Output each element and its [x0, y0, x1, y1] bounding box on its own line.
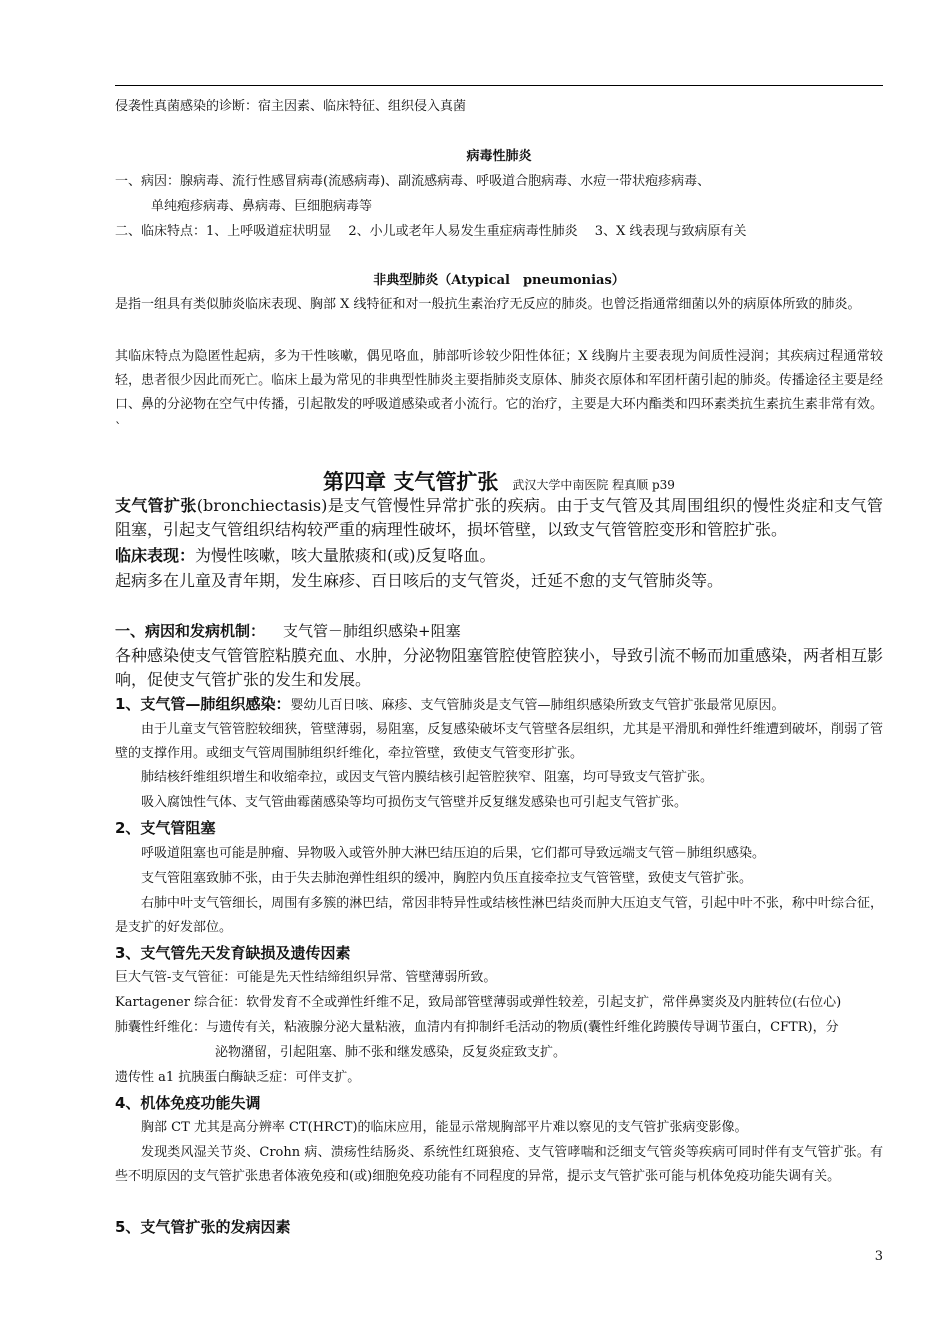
sub-3-para-3: 肺囊性纤维化：与遗传有关，粘液腺分泌大量粘液，血清内有抑制纤毛活动的物质(囊性纤维化跨膜传导调节蛋白，CFTR)，分 [115, 1020, 839, 1035]
page-number: 3 [874, 1249, 883, 1264]
viral-cause-line-cont: 单纯疱疹病毒、鼻病毒、巨细胞病毒等 [151, 199, 373, 214]
sub-2-para-1: 呼吸道阻塞也可能是肿瘤、异物吸入或管外肿大淋巴结压迫的后果，它们都可导致远端支气管－肺组织感染。 [141, 846, 766, 861]
sub-4-para-2: 发现类风湿关节炎、Crohn 病、溃疡性结肠炎、系统性红斑狼疮、支气管哮喘和泛细支气管炎等疾病可同时伴有支气管扩张。有些不明原因的支气管扩张患者体液免疫和(或)细胞免疫功能有不同程度的异常，提示支气管扩张可能与机体免疫功能失调有关。 [115, 1145, 883, 1184]
sub-3-para-4: 遗传性 a1 抗胰蛋白酶缺乏症：可伴支扩。 [115, 1070, 361, 1085]
definition-text: (bronchiectasis)是支气管慢性异常扩张的疾病。由于支气管及其周围组织的慢性炎症和支气管阻塞，引起支气管组织结构较严重的病理性破坏，损坏管壁，以致支气管管腔变形和管腔扩张。 [115, 496, 883, 539]
section-1-heading-tail: 支气管－肺组织感染+阻塞 [283, 622, 461, 640]
sub-4-para-1: 胸部 CT 尤其是高分辨率 CT(HRCT)的临床应用，能显示常规胸部平片难以察见的支气管扩张病变影像。 [141, 1120, 748, 1135]
sub-1-para-3: 吸入腐蚀性气体、支气管曲霉菌感染等均可损伤支气管壁并反复继发感染也可引起支气管扩张。 [141, 795, 688, 810]
clinical-label: 临床表现： [115, 546, 196, 565]
section-1-heading-line [115, 620, 461, 642]
sub-1-heading: 1、支气管—肺组织感染： [115, 695, 291, 713]
sub-3-para-1: 巨大气管-支气管征：可能是先天性结缔组织异常、管壁薄弱所致。 [115, 970, 497, 985]
section-1-heading: 一、病因和发病机制： [115, 622, 266, 640]
atypical-para-1: 是指一组具有类似肺炎临床表现、胸部 X 线特征和对一般抗生素治疗无反应的肺炎。也曾泛指通常细菌以外的病原体所致的肺炎。 [115, 297, 861, 312]
clinical-line [115, 544, 883, 568]
onset-line: 起病多在儿童及青年期，发生麻疹、百日咳后的支气管炎，迁延不愈的支气管肺炎等。 [115, 571, 724, 590]
sub-1-heading-line [115, 692, 883, 718]
sub-2-heading: 2、支气管阻塞 [115, 819, 216, 837]
intro-line: 侵袭性真菌感染的诊断：宿主因素、临床特征、组织侵入真菌 [115, 99, 467, 114]
chapter-definition [115, 494, 883, 542]
atypical-title: 非典型肺炎（Atypical pneumonias） [373, 273, 625, 288]
sub-1-para-2: 肺结核纤维组织增生和收缩牵拉，或因支气管内膜结核引起管腔狭窄、阻塞，均可导致支气管扩张。 [141, 770, 714, 785]
chapter-heading [115, 466, 883, 496]
sub-2-para-2: 支气管阻塞致肺不张，由于失去肺泡弹性组织的缓冲，胸腔内负压直接牵拉支气管管壁，致使支气管扩张。 [141, 871, 753, 886]
viral-features: 二、临床特点：1、上呼吸道症状明显 2、小儿或老年人易发生重症病毒性肺炎 3、X 线表现与致病原有关 [115, 224, 747, 239]
sub-5-heading: 5、支气管扩张的发病因素 [115, 1218, 291, 1236]
sub-2-para-3: 右肺中叶支气管细长，周围有多簇的淋巴结，常因非特异性或结核性淋巴结炎而肿大压迫支气管，引起中叶不张，称中叶综合征，是支扩的好发部位。 [115, 896, 883, 935]
sub-1-lead: 婴幼儿百日咳、麻疹、支气管肺炎是支气管—肺组织感染所致支气管扩张最常见原因。 [290, 698, 785, 713]
header-rule [115, 85, 883, 86]
sub-3-heading: 3、支气管先天发育缺损及遗传因素 [115, 944, 351, 962]
viral-cause-line: 一、病因：腺病毒、流行性感冒病毒(流感病毒)、副流感病毒、呼吸道合胞病毒、水痘一带状疱疹病毒、 [115, 174, 711, 189]
viral-pneumonia-title: 病毒性肺炎 [466, 149, 532, 164]
sub-1-para-1: 由于儿童支气管管腔较细狭，管壁薄弱，易阻塞，反复感染破坏支气管壁各层组织，尤其是平滑肌和弹性纤维遭到破坏，削弱了管壁的支撑作用。或细支气管周围肺组织纤维化，牵拉管壁，致使支气管变形扩张。 [115, 722, 883, 761]
chapter-source: 武汉大学中南医院 程真顺 p39 [512, 478, 675, 492]
clinical-text: 为慢性咳嗽，咳大量脓痰和(或)反复咯血。 [195, 546, 496, 565]
definition-term: 支气管扩张 [115, 496, 197, 515]
chapter-title: 第四章 支气管扩张 [323, 470, 499, 494]
sub-3-para-2: Kartagener 综合征：软骨发育不全或弹性纤维不足，致局部管壁薄弱或弹性较差，引起支扩，常伴鼻窦炎及内脏转位(右位心) [115, 995, 842, 1010]
section-1-para: 各种感染使支气管管腔粘膜充血、水肿，分泌物阻塞管腔使管腔狭小，导致引流不畅而加重感染，两者相互影响，促使支气管扩张的发生和发展。 [115, 646, 884, 689]
atypical-para-2: 其临床特点为隐匿性起病，多为干性咳嗽，偶见咯血，肺部听诊较少阳性体征；X 线胸片主要表现为间质性浸润；其疾病过程通常较轻，患者很少因此而死亡。临床上最为常见的非典型性肺炎主要指肺炎支原体、肺炎衣原体和军团杆菌引起的肺炎。传播途径主要是经口、鼻的分泌物在空气中传播，引起散发的呼吸道感染或者小流行。它的治疗，主要是大环内酯类和四环素类抗生素抗生素非常有效。` [115, 349, 883, 436]
sub-4-heading: 4、机体免疫功能失调 [115, 1094, 261, 1112]
sub-3-para-3-cont: 泌物潴留，引起阻塞、肺不张和继发感染，反复炎症致支扩。 [215, 1045, 567, 1060]
